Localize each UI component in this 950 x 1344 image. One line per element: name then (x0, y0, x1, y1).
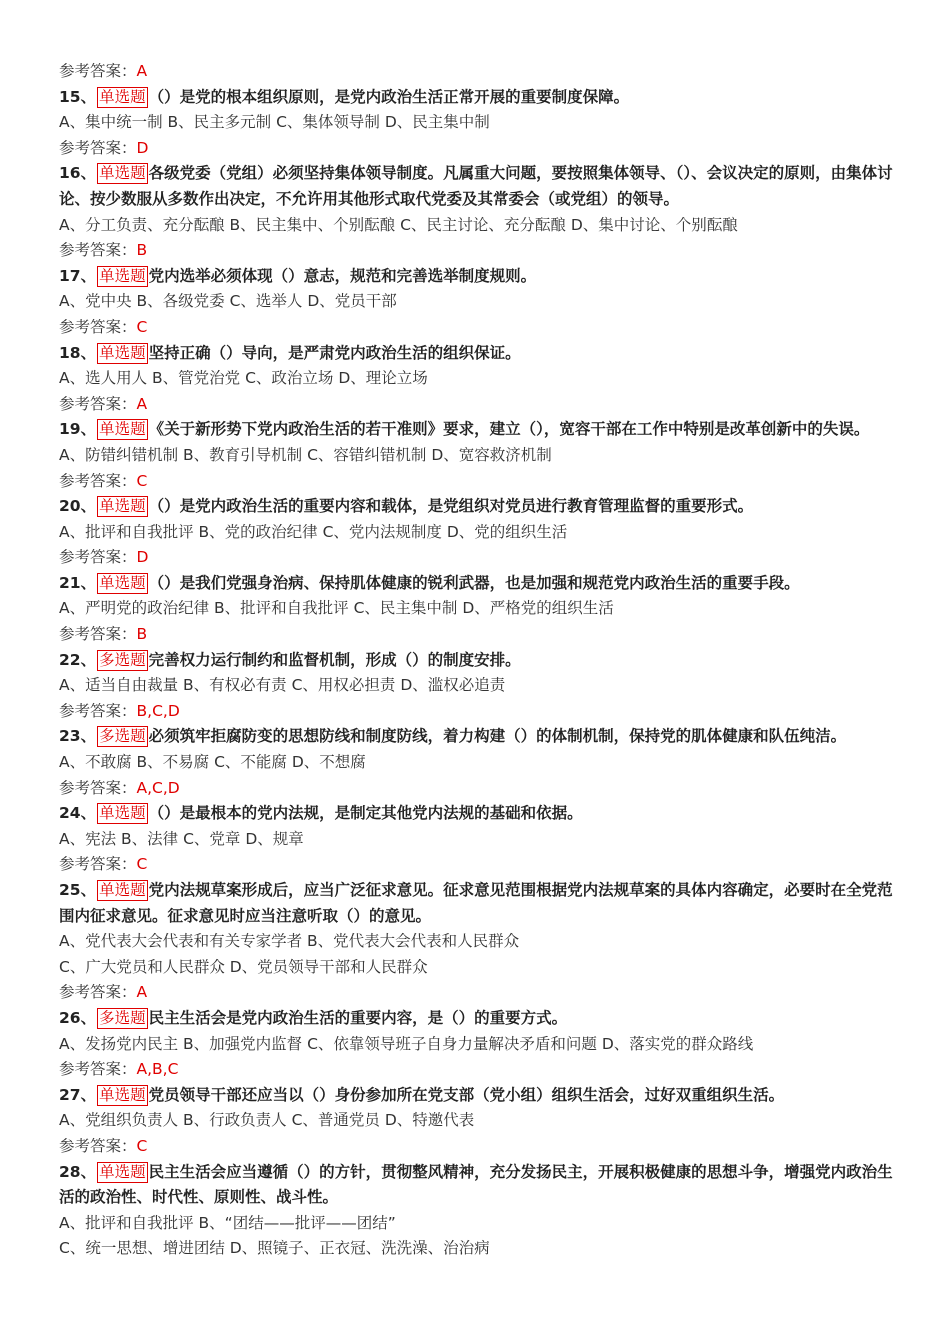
question-text: 民主生活会是党内政治生活的重要内容，是（）的重要方式。 (148, 1008, 568, 1027)
question-type-tag: 单选题 (99, 881, 146, 899)
answer-line (59, 392, 895, 418)
question-text: 坚持正确（）导向，是严肃党内政治生活的组织保证。 (148, 343, 521, 362)
answer-line (59, 1134, 895, 1160)
answer-value: A,B,C (136, 1060, 179, 1079)
answer-line (59, 469, 895, 495)
question-text: 《关于新形势下党内政治生活的若干准则》要求，建立（），宽容干部在工作中特别是改革创新中的失误。 (148, 420, 870, 439)
answer-value: A,C,D (136, 778, 180, 797)
answer-line (59, 315, 895, 341)
question-text: 必须筑牢拒腐防变的思想防线和制度防线，着力构建（）的体制机制，保持党的肌体健康和队伍纯洁。 (148, 727, 847, 746)
question-type-tag: 单选题 (99, 1085, 146, 1104)
answer-label: 参考答案： (59, 855, 137, 874)
question-number: 20、 (59, 497, 97, 516)
question-text: 党内法规草案形成后，应当广泛征求意见。征求意见范围根据党内法规草案的具体内容确定，必要时在全党范围内征求意见。征求意见时应当注意听取（）的意见。 (59, 881, 893, 925)
answer-value: C (136, 317, 148, 336)
answer-value: C (136, 855, 148, 874)
answer-value: D (136, 138, 149, 157)
question-number: 18、 (59, 343, 97, 362)
question-line (59, 801, 895, 827)
question-line (59, 417, 895, 443)
answer-label: 参考答案： (59, 471, 137, 490)
question-text: 完善权力运行制约和监督机制，形成（）的制度安排。 (148, 650, 521, 669)
question-text: （）是党内政治生活的重要内容和载体，是党组织对党员进行教育管理监督的重要形式。 (148, 497, 754, 516)
answer-value: B,C,D (136, 701, 180, 720)
question-number: 19、 (59, 420, 97, 439)
question-line (59, 1006, 895, 1032)
answer-line (59, 545, 895, 571)
document-body (59, 59, 895, 1262)
question-line (59, 341, 895, 367)
answer-line (59, 776, 895, 802)
answer-label: 参考答案： (59, 317, 137, 336)
answer-value: D (136, 548, 149, 567)
answer-value: A (136, 394, 148, 413)
question-number: 25、 (59, 881, 97, 899)
question-text: （）是最根本的党内法规，是制定其他党内法规的基础和依据。 (148, 804, 583, 823)
question-text: （）是我们党强身治病、保持肌体健康的锐利武器，也是加强和规范党内政治生活的重要手段。 (148, 573, 800, 592)
answer-value: C (136, 471, 148, 490)
question-type-tag: 单选题 (99, 164, 146, 183)
question-text: 党内选举必须体现（）意志，规范和完善选举制度规则。 (148, 266, 537, 285)
answer-label: 参考答案： (59, 548, 137, 567)
answer-line (59, 136, 895, 162)
answer-line (59, 59, 895, 85)
answer-line (59, 852, 895, 878)
answer-line (59, 622, 895, 648)
question-number: 16、 (59, 164, 97, 183)
answer-value: B (136, 625, 148, 644)
answer-line (59, 980, 895, 1006)
answer-label: 参考答案： (59, 138, 137, 157)
question-text: 各级党委（党组）必须坚持集体领导制度。凡属重大问题，要按照集体领导、（）、会议决定的原则，由集体讨论、按少数服从多数作出决定，不允许用其他形式取代党委及其常委会（或党组）的领导。 (59, 164, 893, 208)
question-number: 21、 (59, 573, 97, 592)
options-line: A、不敢腐 B、不易腐 C、不能腐 D、不想腐 (59, 753, 366, 772)
question-type-tag: 单选题 (99, 804, 146, 823)
question-number: 26、 (59, 1008, 97, 1027)
question-line (59, 1160, 895, 1211)
question-text: 民主生活会应当遵循（）的方针，贯彻整风精神，充分发扬民主，开展积极健康的思想斗争，增强党内政治生活的政治性、时代性、原则性、战斗性。 (59, 1162, 893, 1207)
question-type-tag: 单选题 (99, 266, 146, 285)
answer-line (59, 238, 895, 264)
options-line: A、宪法 B、法律 C、党章 D、规章 (59, 829, 304, 848)
options-line: A、党组织负责人 B、行政负责人 C、普通党员 D、特邀代表 (59, 1111, 475, 1130)
question-line (59, 724, 895, 750)
question-type-tag: 单选题 (99, 1162, 146, 1181)
question-type-tag: 单选题 (99, 420, 146, 439)
question-number: 17、 (59, 266, 97, 285)
options-line: A、防错纠错机制 B、教育引导机制 C、容错纠错机制 D、宽容救济机制 (59, 445, 552, 464)
options-line: A、批评和自我批评 B、“团结——批评——团结” (59, 1213, 396, 1232)
answer-label: 参考答案： (59, 241, 137, 260)
options-line: C、统一思想、增进团结 D、照镜子、正衣冠、洗洗澡、治治病 (59, 1239, 490, 1258)
question-number: 22、 (59, 650, 97, 669)
options-line: A、党代表大会代表和有关专家学者 B、党代表大会代表和人民群众 (59, 932, 520, 951)
question-type-tag: 单选题 (99, 497, 146, 516)
options-line: A、适当自由裁量 B、有权必有责 C、用权必担责 D、滥权必追责 (59, 676, 506, 695)
question-number: 23、 (59, 727, 97, 746)
options-line: A、批评和自我批评 B、党的政治纪律 C、党内法规制度 D、党的组织生活 (59, 522, 568, 541)
answer-label: 参考答案： (59, 1136, 137, 1155)
question-text: （）是党的根本组织原则，是党内政治生活正常开展的重要制度保障。 (148, 87, 630, 106)
question-number: 15、 (59, 87, 97, 106)
answer-label: 参考答案： (59, 983, 137, 1002)
answer-label: 参考答案： (59, 394, 137, 413)
options-line: A、选人用人 B、管党治党 C、政治立场 D、理论立场 (59, 369, 428, 388)
question-number: 28、 (59, 1162, 97, 1181)
answer-value: B (136, 241, 148, 260)
question-line (59, 161, 895, 212)
answer-line (59, 699, 895, 725)
question-type-tag: 单选题 (99, 573, 146, 592)
answer-label: 参考答案： (59, 625, 137, 644)
question-line (59, 494, 895, 520)
question-text: 党员领导干部还应当以（）身份参加所在党支部（党小组）组织生活会，过好双重组织生活。 (148, 1085, 785, 1104)
question-line (59, 1083, 895, 1109)
answer-value: A (136, 62, 148, 80)
answer-line (59, 1057, 895, 1083)
options-line: C、广大党员和人民群众 D、党员领导干部和人民群众 (59, 957, 428, 976)
options-line: A、严明党的政治纪律 B、批评和自我批评 C、民主集中制 D、严格党的组织生活 (59, 599, 614, 618)
answer-label: 参考答案： (59, 701, 137, 720)
question-number: 24、 (59, 804, 97, 823)
answer-label: 参考答案： (59, 778, 137, 797)
question-type-tag: 多选题 (99, 650, 146, 669)
question-line (59, 571, 895, 597)
question-type-tag: 单选题 (99, 87, 146, 106)
answer-value: C (136, 1136, 148, 1155)
options-line: A、分工负责、充分酝酿 B、民主集中、个别酝酿 C、民主讨论、充分酝酿 D、集中讨论、个别酝酿 (59, 215, 738, 234)
question-line (59, 85, 895, 111)
options-line: A、集中统一制 B、民主多元制 C、集体领导制 D、民主集中制 (59, 113, 490, 132)
question-line (59, 878, 895, 929)
options-line: A、党中央 B、各级党委 C、选举人 D、党员干部 (59, 292, 397, 311)
answer-value: A (136, 983, 148, 1002)
question-type-tag: 多选题 (99, 1008, 146, 1027)
options-line: A、发扬党内民主 B、加强党内监督 C、依靠领导班子自身力量解决矛盾和问题 D、落实党的群众路线 (59, 1034, 754, 1053)
question-line (59, 648, 895, 674)
question-number: 27、 (59, 1085, 97, 1104)
question-line (59, 264, 895, 290)
answer-label: 参考答案： (59, 62, 137, 80)
question-type-tag: 多选题 (99, 727, 146, 746)
answer-label: 参考答案： (59, 1060, 137, 1079)
question-type-tag: 单选题 (99, 343, 146, 362)
